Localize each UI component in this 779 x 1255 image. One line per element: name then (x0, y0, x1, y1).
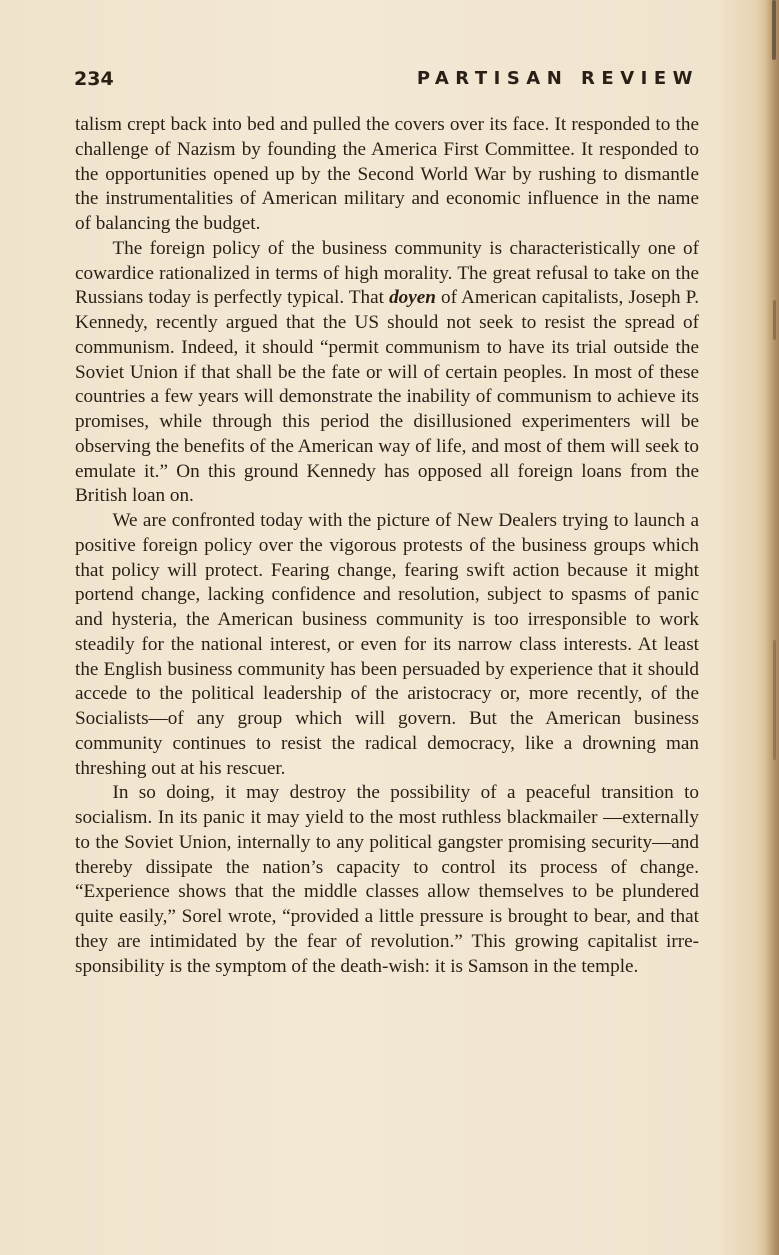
paragraph (75, 781, 699, 979)
page-header (74, 68, 699, 96)
paragraph-text: We are confronted today with the picture of New Dealers trying to launch a positive foreign policy over the vigorous protests of the business groups which that policy will protect. Fearing change, fearing swift action because it might portend change, lacking confidence and resolution, subject to spasms of panic and hysteria, the American business community is too irresponsible to work steadily for the national interest, or even for its narrow class interests. At least the English business community has been persuaded by experience that it should accede to the political leadership of the aristocracy or, more recently, of the Socialists—of any group which will govern. But the American business community continues to resist the radical democracy, like a drowning man threshing out at his rescuer. (75, 510, 699, 779)
paragraph (75, 113, 699, 237)
page-number: 234 (74, 68, 114, 90)
edge-mark (772, 0, 776, 60)
page-edge-shadow (765, 0, 779, 1255)
body-text (75, 113, 699, 979)
emphasis-text: doyen (389, 287, 436, 309)
paragraph-text: The foreign policy of the business community is characteristically one of cowardice rationalized in terms of high morality. The great refusal to take on the Russians today is perfectly typical. That (75, 237, 699, 309)
paragraph-text: talism crept back into bed and pulled the covers over its face. It responded to the challenge of Nazism by founding the America First Committee. It responded to the opportunities opened up by the Second World War by rushing to dismantle the instrumentalities of American military and economic influence in the name of balancing the budget. (75, 114, 699, 234)
paragraph-text: In so doing, it may destroy the possibility of a peaceful transition to socialism. In its panic it may yield to the most ruthless blackmailer —externally to the Soviet Union, internally to any political gangster promising security—and thereby dissipate the nation’s capacity to control its process of change. “Experience shows that the middle classes allow themselves to be plundered quite easily,” Sorel wrote, “provided a little pressure is brought to bear, and that they are intimidated by the fear of revolution.” This growing capitalist irresponsibility is the symptom of the death-wish: it is Samson in the temple. (75, 782, 699, 977)
edge-mark (773, 640, 776, 760)
paragraph (75, 237, 699, 509)
paragraph-text: of American capitalists, Joseph P. Kennedy, recently argued that the US should not seek to resist the spread of communism. Indeed, it should “permit communism to have its trial outside the Soviet Union if that shall be the fate or will of certain peoples. In most of these countries a few years will demonstrate the inability of communism to achieve its promises, while through this period the disillusioned experimenters will be observing the benefits of the American way of life, and most of them will seek to emulate it.” On this ground Kennedy has opposed all foreign loans from the British loan on. (75, 287, 699, 507)
paragraph (75, 509, 699, 781)
edge-mark (773, 300, 776, 340)
running-head: PARTISAN REVIEW (416, 68, 699, 89)
